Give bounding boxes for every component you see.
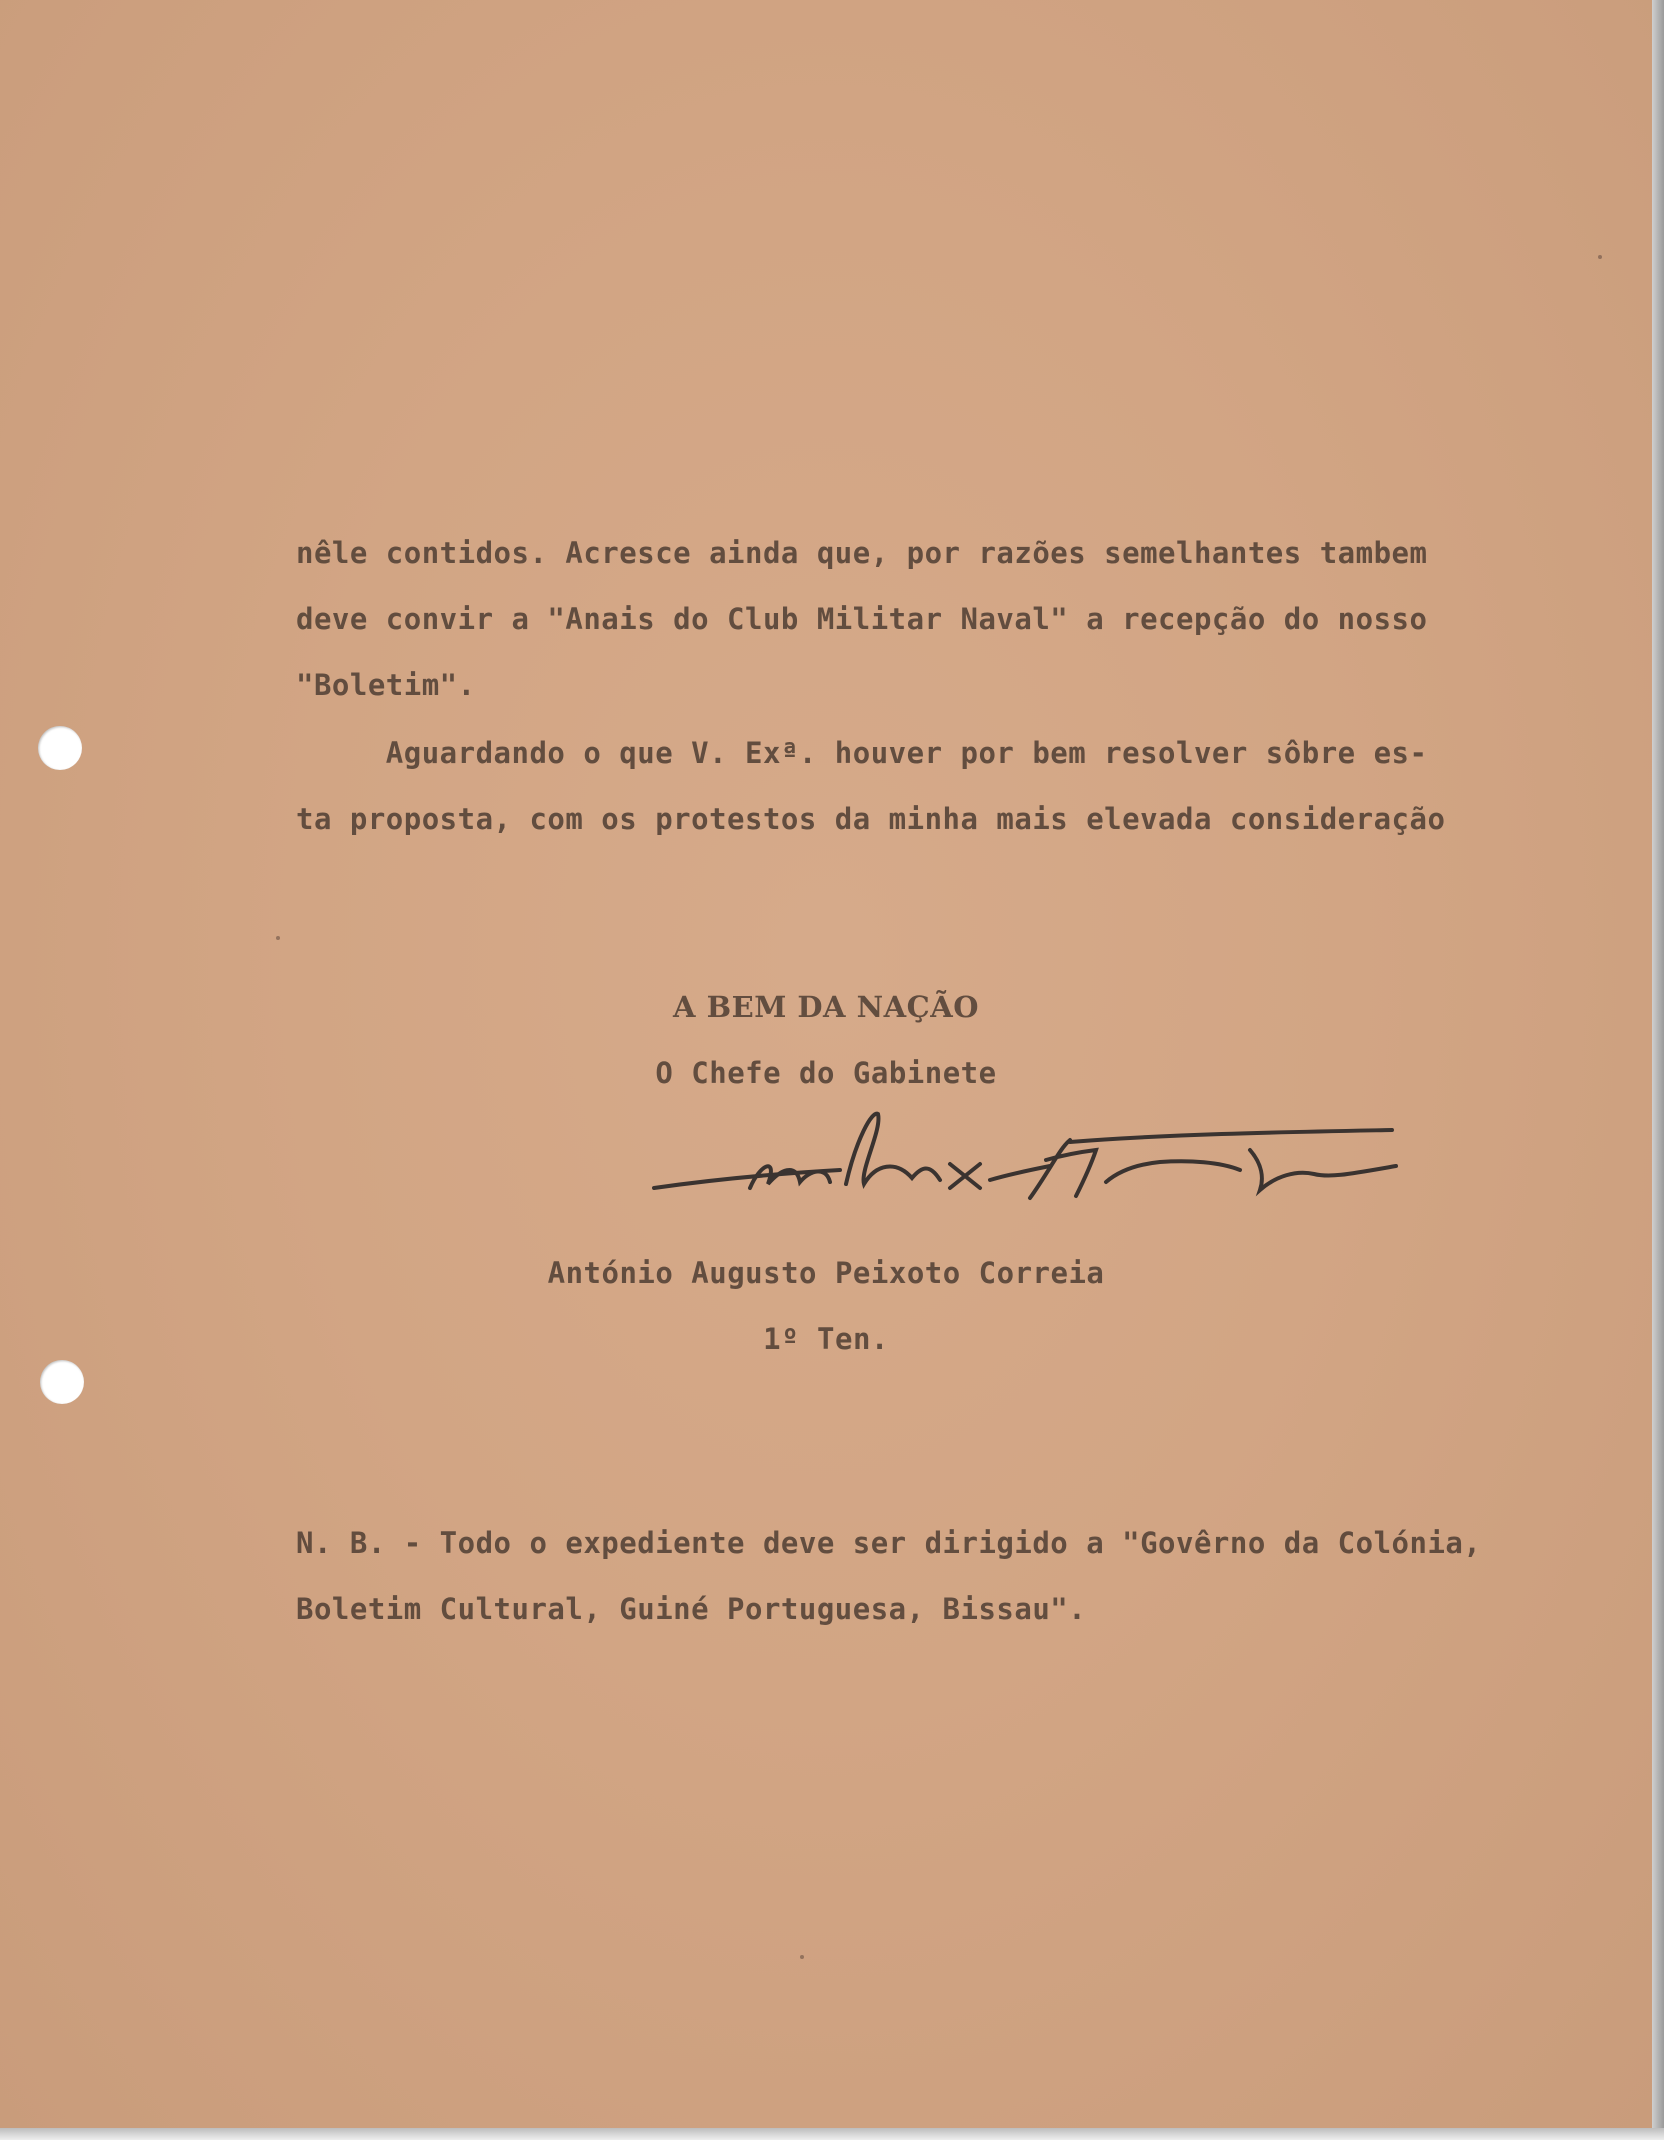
body-line: deve convir a "Anais do Club Militar Naval" a recepção do nosso	[296, 602, 1428, 636]
closing-line: ta proposta, com os protestos da minha mais elevada consideração	[296, 802, 1446, 836]
salutation: A BEM DA NAÇÃO	[672, 990, 979, 1024]
body-line: nêle contidos. Acresce ainda que, por razões semelhantes tambem	[296, 536, 1428, 570]
paper-speck	[800, 1955, 804, 1959]
body-line: "Boletim".	[296, 668, 476, 702]
note-line: N. B. - Todo o expediente deve ser dirigido a "Govêrno da Colónia,	[296, 1526, 1482, 1560]
closing-line: Aguardando o que V. Exª. houver por bem resolver sôbre es-	[296, 736, 1428, 770]
signer-title: O Chefe do Gabinete	[655, 1056, 997, 1090]
paper-speck	[276, 936, 280, 940]
punch-hole-top	[38, 726, 82, 770]
note-line: Boletim Cultural, Guiné Portuguesa, Bissau".	[296, 1592, 1087, 1626]
signer-rank: 1º Ten.	[763, 1322, 889, 1356]
scan-edge-right	[1652, 0, 1664, 2140]
paper-speck	[1598, 255, 1602, 259]
scan-edge-bottom	[0, 2128, 1664, 2140]
punch-hole-bottom	[40, 1360, 84, 1404]
handwritten-signature	[650, 1100, 1410, 1210]
signer-name: António Augusto Peixoto Correia	[547, 1256, 1105, 1290]
